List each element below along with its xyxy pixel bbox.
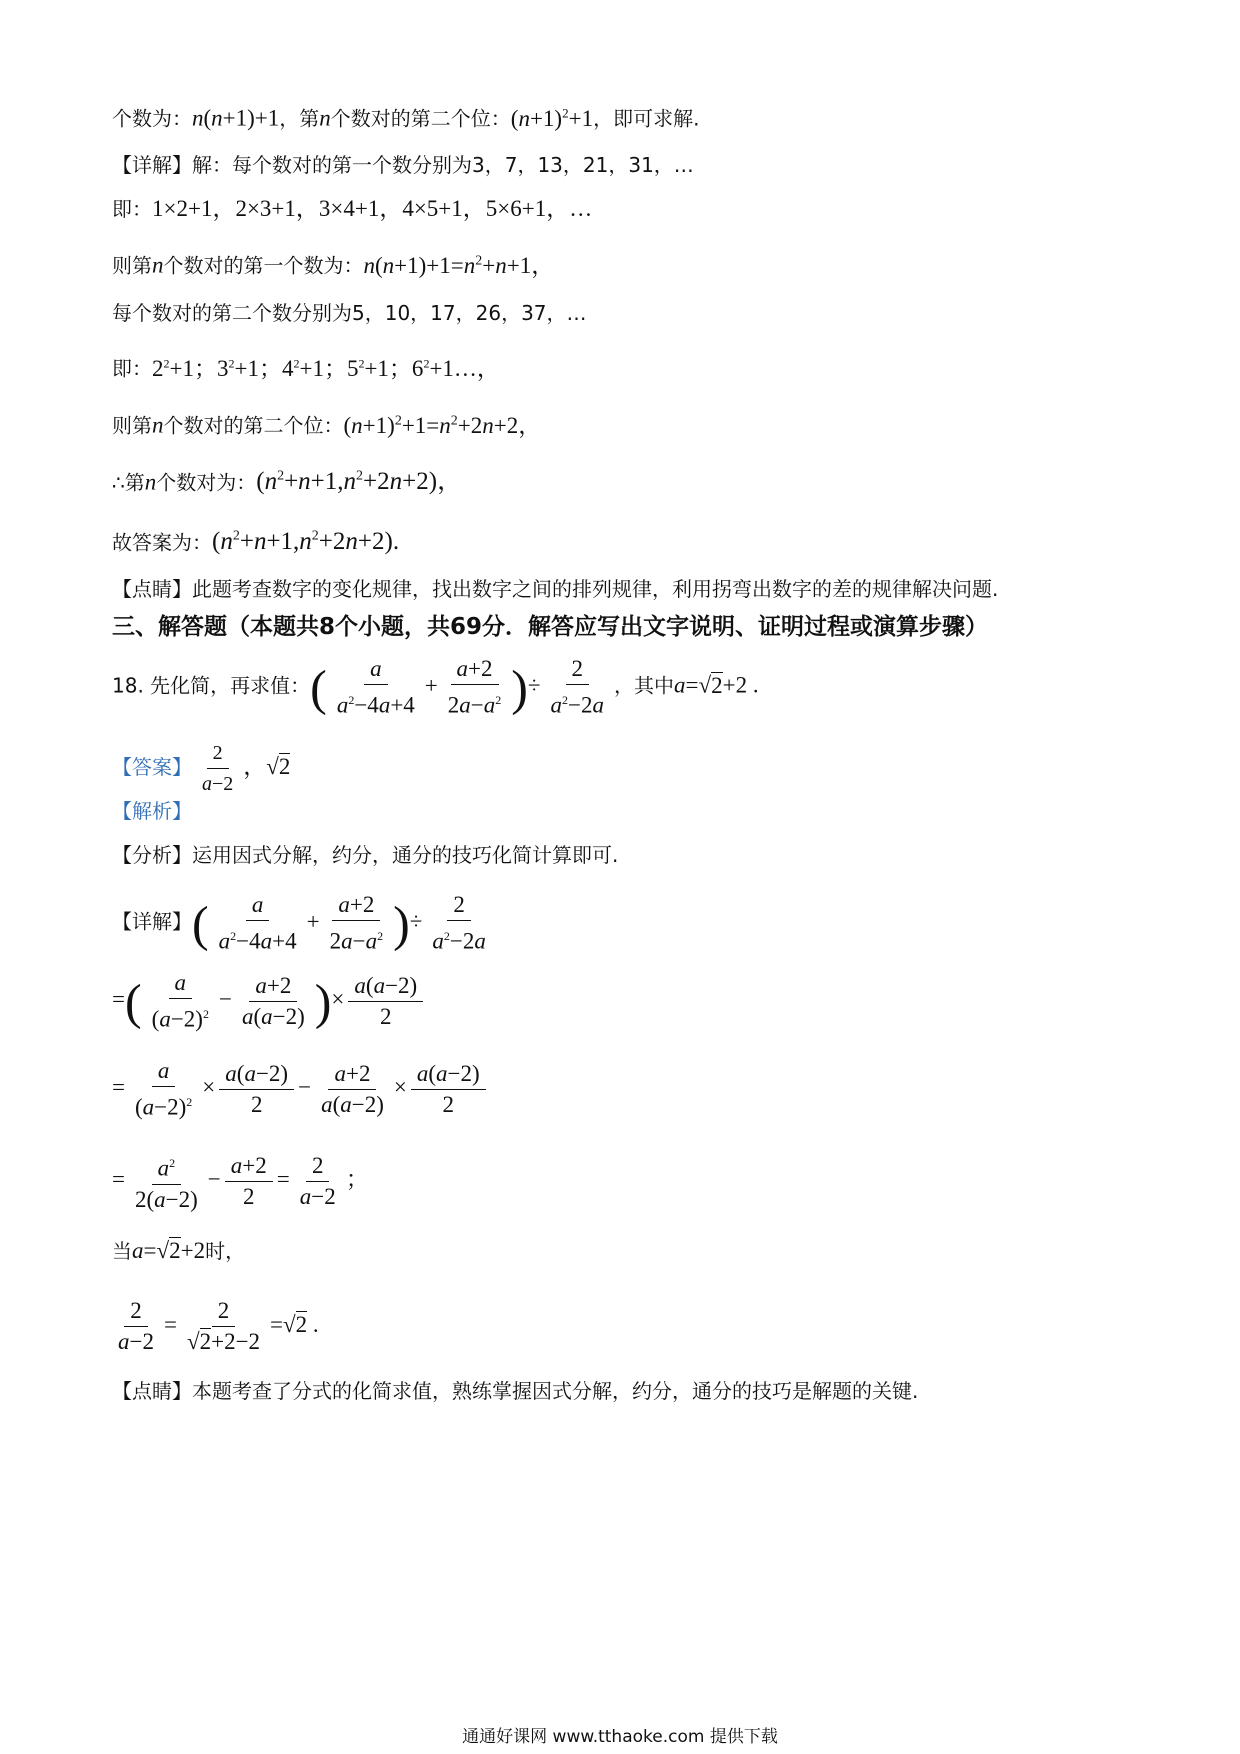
question-18: 18. 先化简，再求值：( $\frac{a}{a^2-4a+4}$ + $\frac{a+2}{2a-a^2}$ )÷ $\frac{2}{a^2-2a}$ ，其中a=√2+2 . — [112, 656, 759, 718]
line-9: 故答案为：$(n^2+n+1,n^2+2n+2)$. — [112, 528, 400, 556]
line-3: 即：1×2+1，2×3+1，3×4+1，4×5+1，5×6+1，… — [112, 196, 593, 221]
detail-step-4: = $\frac{a^2}{2(a-2)}$ − $\frac{a+2}{2}$ = $\frac{2}{a-2}$ ； — [112, 1148, 369, 1215]
footer-watermark: 通通好课网 www.tthaoke.com 提供下载 — [462, 1727, 778, 1747]
line-1: 个数为：n(n+1)+1，第n个数对的第二个位：$(n+1)^2+1$，即可求解. — [112, 105, 700, 131]
comment-2: 【点睛】本题考查了分式的化简求值，熟练掌握因式分解，约分，通分的技巧是解题的关键. — [112, 1379, 919, 1403]
analysis-label: 【解析】 — [112, 799, 192, 823]
line-8: ∴第n个数对为：$(n^2+n+1,n^2+2n+2)$， — [112, 468, 463, 496]
line-6: 即：$2^2+1$；$3^2+1$；$4^2+1$；$5^2+1$；$6^2+1\dots$， — [112, 355, 500, 381]
final-computation: $\frac{2}{a-2}$ = $\frac{2}{√2+2-2}$ =√2 . — [118, 1298, 319, 1354]
detail-first-numbers: 【详解】解：每个数对的第一个数分别为3，7，13，21，31，… — [112, 153, 694, 177]
answer-line: 【答案】 $\frac{2}{a-2}$ ，√2 — [112, 738, 290, 799]
detail-second-numbers: 每个数对的第二个数分别为5，10，17，26，37，… — [112, 301, 587, 325]
detail-step-3: = $\frac{a}{(a-2)^2}$ × $\frac{a(a-2)}{2}$ − $\frac{a+2}{a(a-2)}$ × $\frac{a(a-2)}{2}$ — [112, 1056, 490, 1123]
section-heading: 三、解答题（本题共8个小题，共69分．解答应写出文字说明、证明过程或演算步骤） — [112, 614, 989, 640]
analysis-text: 【分析】运用因式分解，约分，通分的技巧化简计算即可. — [112, 843, 619, 867]
line-4: 则第n个数对的第一个数为：$n(n+1)+1=n^2+n+1$， — [112, 252, 555, 278]
detail-step-2: =( $\frac{a}{(a-2)^2}$ − $\frac{a+2}{a(a-2)}$ )× $\frac{a(a-2)}{2}$ — [112, 968, 427, 1035]
detail-step-1: 【详解】( $\frac{a}{a^2-4a+4}$ + $\frac{a+2}{2a-a^2}$ )÷ $\frac{2}{a^2-2a}$ — [112, 892, 486, 954]
when-line: 当a=√2+2时， — [112, 1238, 246, 1263]
comment-1: 【点睛】此题考查数字的变化规律，找出数字之间的排列规律，利用拐弯出数字的差的规律解决问题. — [112, 577, 999, 601]
line-7: 则第n个数对的第二个位：$(n+1)^2+1=n^2+2n+2$， — [112, 412, 542, 438]
